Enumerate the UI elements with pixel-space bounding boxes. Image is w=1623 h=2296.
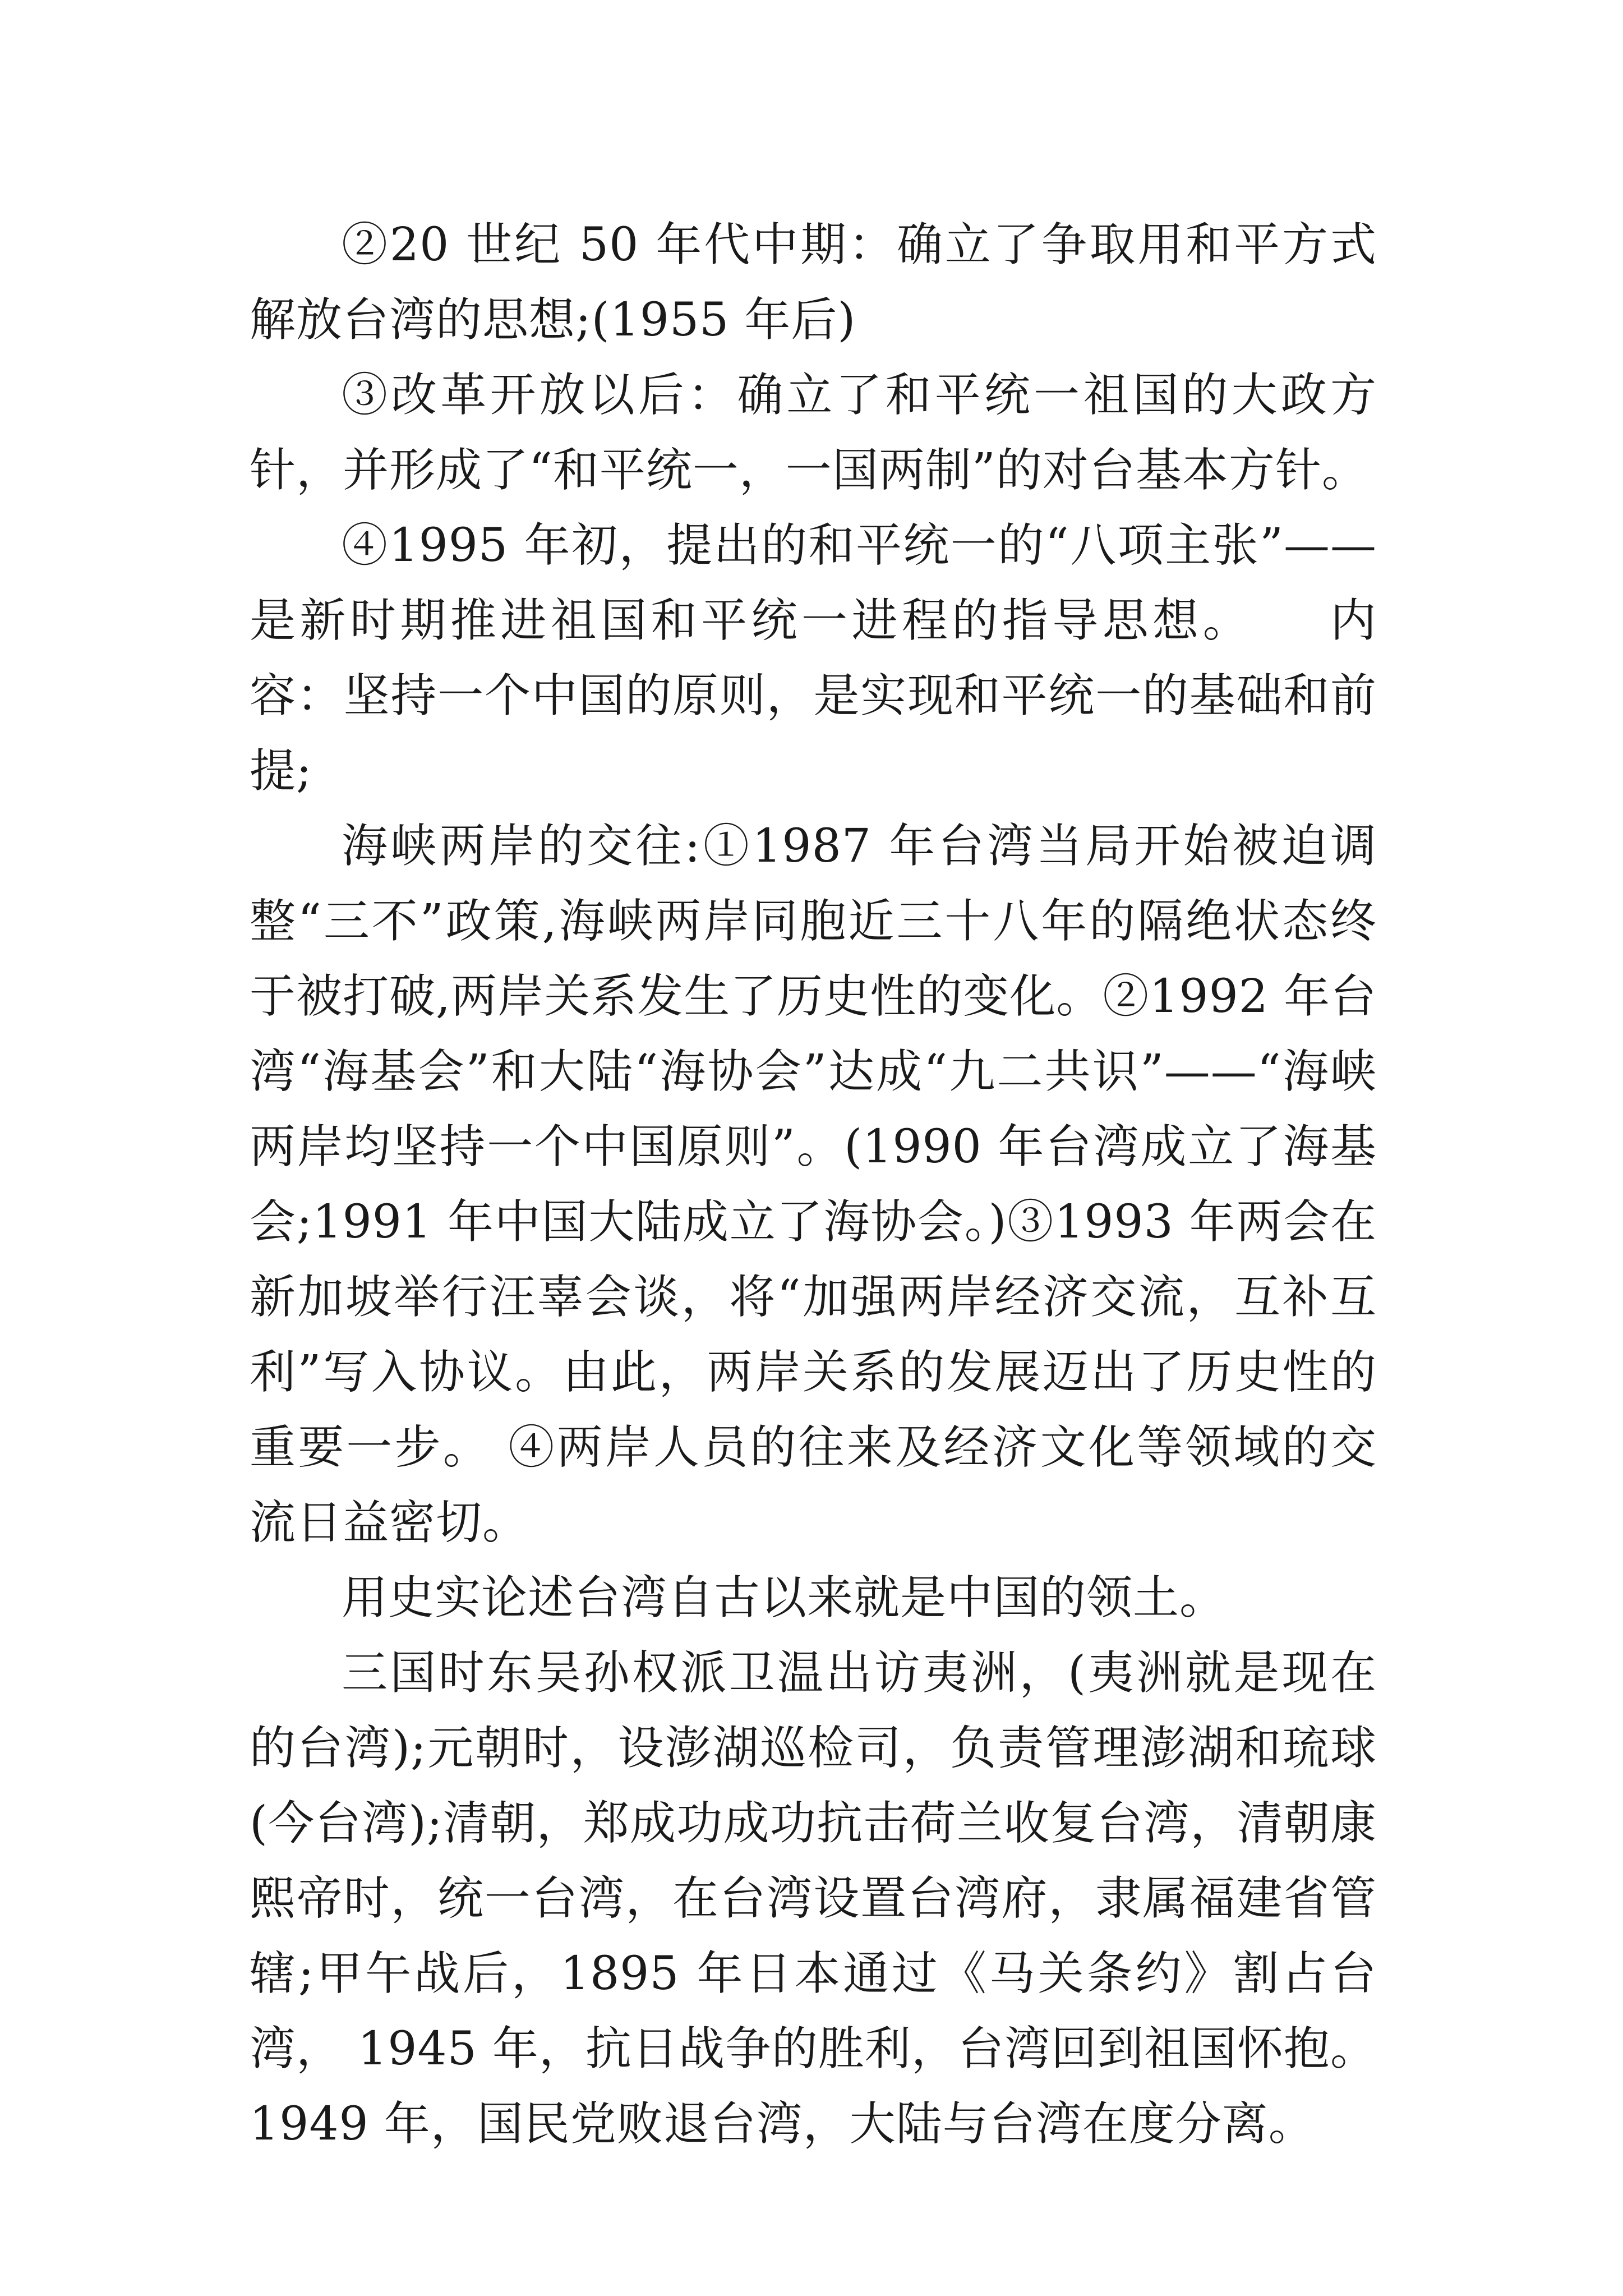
- paragraph-cross-strait-exchanges: 海峡两岸的交往:①1987 年台湾当局开始被迫调整“三不”政策,海峡两岸同胞近三十八年的隔绝状态终于被打破,两岸关系发生了历史性的变化。②1992 年台湾“海基会”和大陆“海协会”达成“九二共识”——“海峡两岸均坚持一个中国原则”。(1990 年台湾成立了海基会;1991 年中国大陆成立了海协会。)③1993 年两会在新加坡举行汪辜会谈，将“加强两岸经济交流，互补互利”写入协议。由此，两岸关系的发展迈出了历史性的重要一步。 ④两岸人员的往来及经济文化等领域的交流日益密切。: [250, 820, 1377, 1549]
- paragraph-historical-evidence: 三国时东吴孙权派卫温出访夷洲，(夷洲就是现在的台湾);元朝时，设澎湖巡检司，负责管理澎湖和琉球(今台湾);清朝，郑成功成功抗击荷兰收复台湾，清朝康熙帝时，统一台湾，在台湾设置台湾府，隶属福建省管辖;甲午战后，1895 年日本通过《马关条约》割占台湾， 1945 年，抗日战争的胜利，台湾回到祖国怀抱。1949 年，国民党败退台湾，大陆与台湾在度分离。: [250, 1646, 1377, 2151]
- paragraph-1950s-policy: ②20 世纪 50 年代中期：确立了争取用和平方式解放台湾的思想;(1955 年后): [250, 218, 1377, 347]
- paragraph-question-heading: 用史实论述台湾自古以来就是中国的领土。: [342, 1571, 1227, 1625]
- document-body: [250, 208, 1377, 2162]
- paragraph-eight-points: ④1995 年初，提出的和平统一的“八项主张”——是新时期推进祖国和平统一进程的指导思想。 内容：坚持一个中国的原则，是实现和平统一的基础和前提;: [250, 519, 1377, 798]
- paragraph-reform-era-policy: ③改革开放以后：确立了和平统一祖国的大政方针，并形成了“和平统一，一国两制”的对台基本方针。: [250, 369, 1377, 497]
